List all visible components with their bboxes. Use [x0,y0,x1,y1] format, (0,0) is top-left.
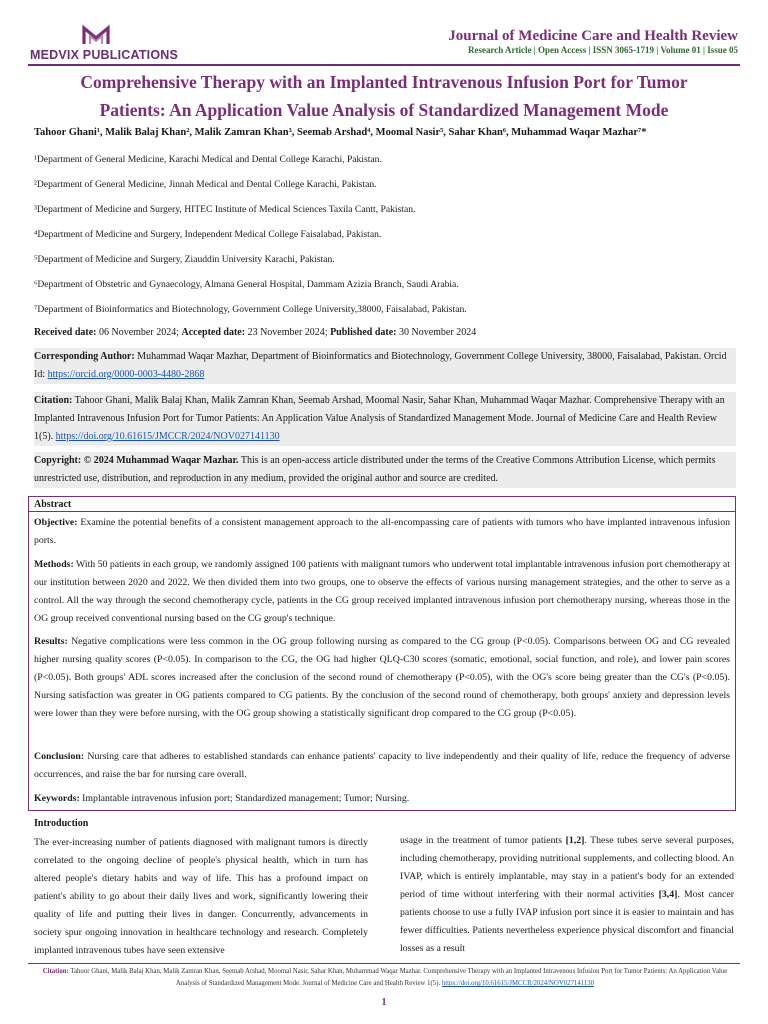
abstract-conclusion [34,748,730,784]
abstract-keywords [34,790,730,808]
intro-right-text-c: . Most cancer patients choose to use a fully IVAP infusion port since it is easier to maintain and has fewer difficulties. Patients nevertheless experience physical discomfort and financial losses as a result [400,889,734,954]
objective-text: Examine the potential benefits of a consistent management approach to the all-encompassing care of patients with tumors who have implanted intravenous infusion ports. [34,517,730,546]
author-list: Tahoor Ghani¹, Malik Balaj Khan², Malik Zamran Khan³, Seemab Arshad⁴, Moomal Nasir⁵, Sahar Khan⁶, Muhammad Waqar Mazhar⁷* [34,127,647,138]
article-dates [34,324,736,342]
page-number: 1 [381,997,387,1008]
affiliation-3: ³Department of Medicine and Surgery, HITEC Institute of Medical Sciences Taxila Cantt, Pakistan. [34,204,416,215]
corresponding-text: Muhammad Waqar Mazhar, Department of Bioinformatics and Biotechnology, Government College University, 38000, Faisalabad, Pakistan. Orcid Id: [34,351,727,380]
page-header [0,0,768,64]
affiliation-7: ⁷Department of Bioinformatics and Biotechnology, Government College University,38000, Faisalabad, Pakistan. [34,304,467,315]
affiliation-6: ⁶Department of Obstetric and Gynaecology, Almana General Hospital, Dammam Azizia Branch, Saudi Arabia. [34,279,459,290]
article-title-line-2: Patients: An Application Value Analysis of Standardized Management Mode [99,100,669,120]
footer-doi-link[interactable]: https://doi.org/10.61615/JMCCR/2024/NOV027141130 [441,980,595,987]
keywords-label: Keywords: [34,793,80,804]
published-date: 30 November 2024 [396,327,477,338]
intro-right-text-a: usage in the treatment of tumor patients [400,835,566,846]
journal-title: Journal of Medicine Care and Health Review [448,28,738,44]
intro-right-text-b: . These tubes serve several purposes, including chemotherapy, providing nutritional supplements, and collecting blood. An IVAP, which is entirely implantable, may stay in a patient's body for an extended period of time without interfering with their normal activities [400,835,734,900]
conclusion-label: Conclusion: [34,751,85,762]
copyright-label: Copyright: © 2024 Muhammad Waqar Mazhar. [34,455,239,466]
copyright-text: This is an open-access article distributed under the terms of the Creative Commons Attribution License, which permits unrestricted use, distribution, and reproduction in any medium, provided the original author and source are credited. [34,455,716,484]
footer-citation-text: Tahoor Ghani, Malik Balaj Khan, Malik Zamran Khan, Seemab Arshad, Moomal Nasir, Sahar Khan, Muhammad Waqar Mazhar. Comprehensive Therapy with an Implanted Intravenous Infusion Port for Tumor Patients: An Application Value Analysis of Standardized Management Mode. Journal of Medicine Care and Health Review 1(5). [68,968,728,987]
abstract-heading: Abstract [34,499,72,510]
article-title-line-1: Comprehensive Therapy with an Implanted Intravenous Infusion Port for Tumor [80,72,688,92]
received-date: 06 November 2024; [96,327,182,338]
abstract-objective [34,514,730,550]
publisher-logo-mark-icon [82,24,110,46]
citation-text: Tahoor Ghani, Malik Balaj Khan, Malik Zamran Khan, Seemab Arshad, Moomal Nasir, Sahar Khan, Muhammad Waqar Mazhar. Comprehensive Therapy with an Implanted Intravenous Infusion Port for Tumor Patients: An Application Value Analysis of Standardized Management Mode. Journal of Medicine Care and Health Review 1(5). [34,395,725,442]
abstract-results [34,633,730,723]
objective-label: Objective: [34,517,78,528]
introduction-heading: Introduction [34,818,89,829]
orcid-link[interactable]: https://orcid.org/0000-0003-4480-2868 [47,369,205,380]
citation-doi-link[interactable]: https://doi.org/10.61615/JMCCR/2024/NOV027141130 [55,431,280,442]
accepted-label: Accepted date: [181,327,246,338]
abstract-methods [34,556,730,628]
accepted-date: 23 November 2024; [245,327,331,338]
citation-label: Citation: [34,395,73,406]
abstract-box [28,496,736,811]
conclusion-text: Nursing care that adheres to established standards can enhance patients' capacity to live independently and their quality of life, reduce the frequency of adverse occurrences, and raise the bar for nursing care overall. [34,751,730,780]
reference-link-2[interactable]: [3,4] [658,889,678,900]
publisher-name: MEDVIX PUBLICATIONS [30,48,179,62]
affiliation-1: ¹Department of General Medicine, Karachi Medical and Dental College Karachi, Pakistan. [34,154,382,165]
footer-citation [40,966,730,990]
footer-divider [28,963,740,964]
introduction-left-column: The ever-increasing number of patients diagnosed with malignant tumors is directly correlated to the ongoing decline of people's physical health, which in turn has altered people's dietary habits and way of life. This has a profound impact on patient's ability to go about their daily lives and work, significantly lowering their quality of life and putting their lives in danger. Concurrently, advancements in society spur ongoing innovation in healthcare technology and research. Completely implanted intravenous tubes have seen extensive [34,837,368,956]
received-label: Received date: [34,327,97,338]
corresponding-author [34,348,736,384]
corresponding-label: Corresponding Author: [34,351,135,362]
methods-label: Methods: [34,559,74,570]
journal-meta: Research Article | Open Access | ISSN 3065-1719 | Volume 01 | Issue 05 [467,45,738,55]
methods-text: With 50 patients in each group, we randomly assigned 100 patients with malignant tumors who underwent total implantable intravenous infusion port chemotherapy at our institution between 2020 and 2022. We then divided them into two groups, one to observe the effects of various nursing management strategies, and the other to serve as a control. All the way through the second chemotherapy cycle, patients in the CG group received implanted intravenous infusion port chemotherapy nursing, whereas those in the OG group received conventional nursing based on the CG group's technique. [34,559,730,624]
keywords-text: Implantable intravenous infusion port; Standardized management; Tumor; Nursing. [79,793,410,804]
reference-link-1[interactable]: [1,2] [565,835,585,846]
footer-citation-label: Citation: [42,968,69,975]
affiliation-4: ⁴Department of Medicine and Surgery, Independent Medical College Faisalabad, Pakistan. [34,229,382,240]
affiliation-5: ⁵Department of Medicine and Surgery, Ziauddin University Karachi, Pakistan. [34,254,335,265]
citation-block [34,392,736,446]
abstract-divider [29,511,735,512]
results-text: Negative complications were less common in the OG group following nursing as compared to the CG group (P<0.05). Comparisons between OG and CG revealed higher nursing quality scores (P<0.05). In comparison to the CG, the OG had higher QLQ-C30 scores (somatic, emotional, social function, and role), and lower pain scores (P<0.05). Both groups' ADL scores increased after the conclusion of the second round of chemotherapy (P<0.05), with the OG's score being greater than the CG's (P<0.05). Nursing satisfaction was greater in OG patients compared to CG patients. By the conclusion of the second round of chemotherapy, both groups' anxiety and depression levels were lower than they were before nursing, with the OG group showing a statistically significant drop compared to the CG group (P<0.05). [34,636,730,719]
published-label: Published date: [330,327,397,338]
article-title [34,68,734,124]
copyright-block [34,452,736,488]
header-divider [28,64,740,66]
introduction-right-column [400,832,734,958]
publisher-logo [30,24,179,64]
results-label: Results: [34,636,68,647]
affiliation-2: ²Department of General Medicine, Jinnah Medical and Dental College Karachi, Pakistan. [34,179,377,190]
